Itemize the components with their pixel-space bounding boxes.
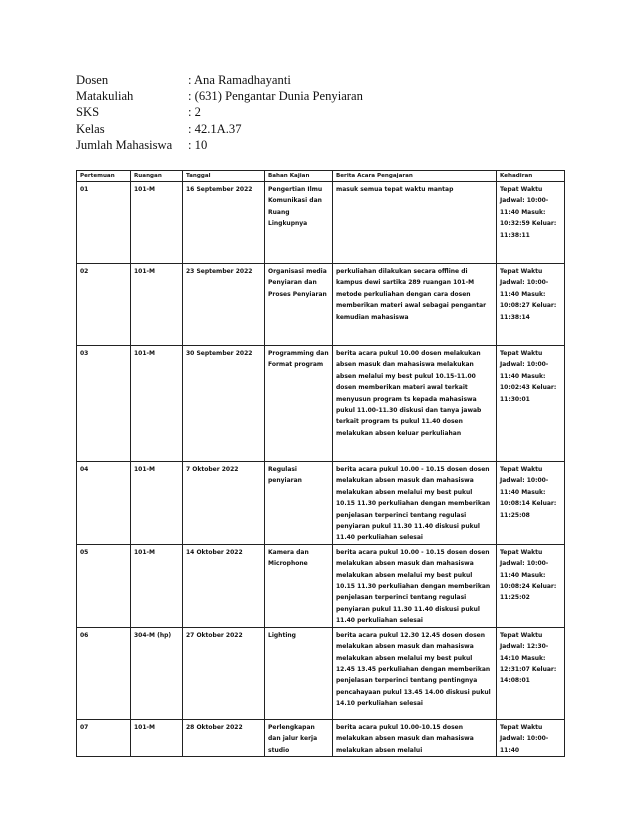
cell-bahan-kajian: Lighting (265, 627, 333, 719)
info-value: : 2 (188, 105, 201, 120)
table-row (77, 182, 565, 264)
info-value: : (631) Pengantar Dunia Penyiaran (188, 89, 363, 104)
header-kehadiran: Kehadiran (497, 171, 565, 182)
cell-kehadiran: Tepat Waktu Jadwal: 12:30-14:10 Masuk: 12:31:07 Keluar: 14:08:01 (497, 627, 565, 719)
info-row-jumlah-mahasiswa (76, 137, 363, 153)
info-label: SKS (76, 105, 100, 120)
cell-ruangan: 101-M (131, 544, 183, 627)
cell-berita-acara: berita acara pukul 10.00 - 10.15 dosen dosen melakukan absen masuk dan mahasiswa melakukan absen melalui my best pukul 10.15 11.30 perkuliahan dengan memberikan penjelasan terperinci tentang regulasi penyiaran pukul 11.30 11.40 diskusi pukul 11.40 perkuliahan selesai (333, 462, 497, 545)
info-row-kelas (76, 121, 363, 137)
cell-ruangan: 101-M (131, 462, 183, 545)
cell-kehadiran: Tepat Waktu Jadwal: 10:00-11:40 Masuk: 10:08:14 Keluar: 11:25:08 (497, 462, 565, 545)
info-value: : Ana Ramadhayanti (188, 73, 291, 87)
header-bahan-kajian: Bahan Kajian (265, 171, 333, 182)
cell-ruangan: 304-M (hp) (131, 627, 183, 719)
cell-tanggal: 28 Oktober 2022 (183, 719, 265, 756)
cell-ruangan: 101-M (131, 719, 183, 756)
cell-bahan-kajian: Perlengkapan dan jalur kerja studio (265, 719, 333, 756)
cell-berita-acara: masuk semua tepat waktu mantap (333, 182, 497, 264)
cell-berita-acara: perkuliahan dilakukan secara offline di kampus dewi sartika 289 ruangan 101-M metode perkuliahan dengan cara dosen memberikan materi awal sebagai pengantar kemudian mahasiswa (333, 264, 497, 346)
header-ruangan: Ruangan (131, 171, 183, 182)
cell-kehadiran: Tepat Waktu Jadwal: 10:00-11:40 Masuk: 10:32:59 Keluar: 11:38:11 (497, 182, 565, 264)
info-label: Jumlah Mahasiswa (76, 137, 173, 152)
course-info (76, 72, 363, 153)
cell-bahan-kajian: Organisasi media Penyiaran dan Proses Penyiaran (265, 264, 333, 346)
cell-tanggal: 30 September 2022 (183, 346, 265, 462)
cell-kehadiran: Tepat Waktu Jadwal: 10:00-11:40 (497, 719, 565, 756)
cell-tanggal: 27 Oktober 2022 (183, 627, 265, 719)
cell-berita-acara: berita acara pukul 12.30 12.45 dosen dosen melakukan absen masuk dan mahasiswa melakukan absen melalui my best pukul 12.45 13.45 perkuliahan dengan memberikan penjelasan terperinci tentang pentingnya pencahayaan pukul 13.45 14.00 diskusi pukul 14.10 perkuliahan selesai (333, 627, 497, 719)
cell-tanggal: 14 Oktober 2022 (183, 544, 265, 627)
table-row (77, 719, 565, 756)
cell-pertemuan: 06 (77, 627, 131, 719)
info-row-matakuliah (76, 88, 363, 104)
info-value: : 42.1A.37 (188, 121, 242, 136)
info-row-sks (76, 104, 363, 120)
info-label: Dosen (76, 73, 109, 87)
cell-ruangan: 101-M (131, 264, 183, 346)
cell-kehadiran: Tepat Waktu Jadwal: 10:00-11:40 Masuk: 10:08:27 Keluar: 11:38:14 (497, 264, 565, 346)
cell-tanggal: 7 Oktober 2022 (183, 462, 265, 545)
cell-pertemuan: 07 (77, 719, 131, 756)
table-row (77, 264, 565, 346)
header-tanggal: Tanggal (183, 171, 265, 182)
header-pertemuan: Pertemuan (77, 171, 131, 182)
cell-berita-acara: berita acara pukul 10.00-10.15 dosen melakukan absen masuk dan mahasiswa melakukan absen melalui (333, 719, 497, 756)
info-row-dosen (76, 72, 363, 88)
cell-bahan-kajian: Regulasi penyiaran (265, 462, 333, 545)
header-berita-acara: Berita Acara Pengajaran (333, 171, 497, 182)
cell-pertemuan: 02 (77, 264, 131, 346)
table-row (77, 544, 565, 627)
cell-berita-acara: berita acara pukul 10.00 dosen melakukan absen masuk dan mahasiswa melakukan absen melalui my best pukul 10.15-11.00 dosen memberikan materi awal terkait menyusun program ts kepada mahasiswa pukul 11.00-11.30 diskusi dan tanya jawab terkait program ts pukul 11.40 dosen melakukan absen keluar perkuliahan (333, 346, 497, 462)
table-row (77, 627, 565, 719)
cell-kehadiran: Tepat Waktu Jadwal: 10:00-11:40 Masuk: 10:02:43 Keluar: 11:30:01 (497, 346, 565, 462)
info-label: Kelas (76, 121, 105, 136)
cell-tanggal: 23 September 2022 (183, 264, 265, 346)
attendance-table (76, 170, 565, 757)
cell-ruangan: 101-M (131, 346, 183, 462)
cell-ruangan: 101-M (131, 182, 183, 264)
cell-pertemuan: 01 (77, 182, 131, 264)
cell-bahan-kajian: Pengertian Ilmu Komunikasi dan Ruang Lingkupnya (265, 182, 333, 264)
cell-pertemuan: 03 (77, 346, 131, 462)
cell-tanggal: 16 September 2022 (183, 182, 265, 264)
cell-pertemuan: 05 (77, 544, 131, 627)
table-row (77, 462, 565, 545)
cell-bahan-kajian: Kamera dan Microphone (265, 544, 333, 627)
info-value: : 10 (188, 137, 208, 152)
cell-berita-acara: berita acara pukul 10.00 - 10.15 dosen dosen melakukan absen masuk dan mahasiswa melakukan absen melalui my best pukul 10.15 11.30 perkuliahan dengan memberikan penjelasan terperinci tentang regulasi penyiaran pukul 11.30 11.40 diskusi pukul 11.40 perkuliahan selesai (333, 544, 497, 627)
cell-bahan-kajian: Programming dan Format program (265, 346, 333, 462)
cell-pertemuan: 04 (77, 462, 131, 545)
table-header-row (77, 171, 565, 182)
cell-kehadiran: Tepat Waktu Jadwal: 10:00-11:40 Masuk: 10:08:24 Keluar: 11:25:02 (497, 544, 565, 627)
info-label: Matakuliah (76, 89, 134, 104)
table-row (77, 346, 565, 462)
